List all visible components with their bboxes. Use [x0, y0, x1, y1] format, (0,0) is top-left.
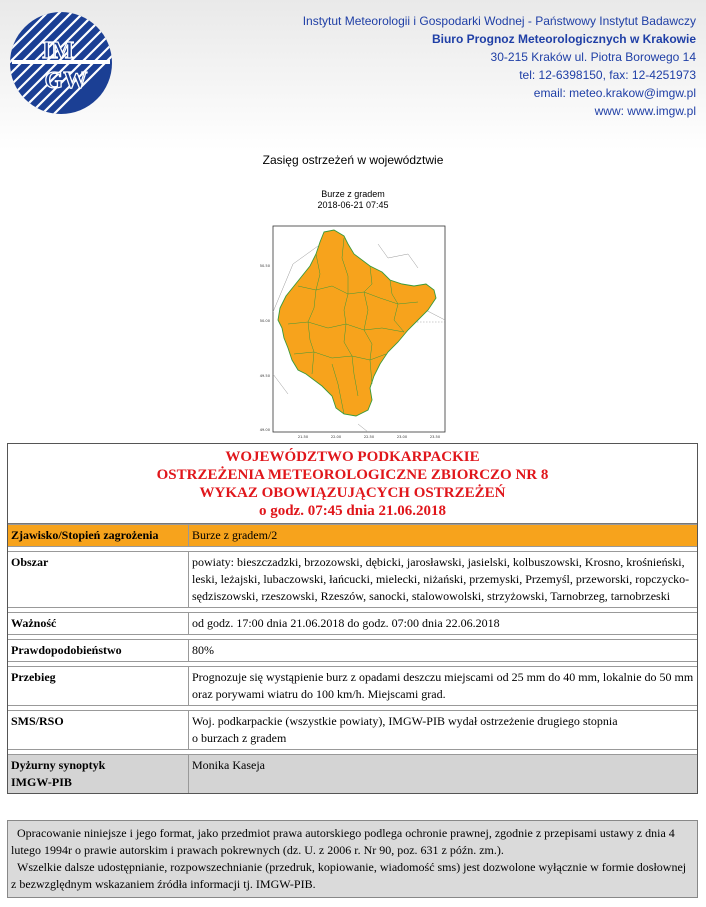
- lon-tick-label: 21.50: [297, 435, 309, 439]
- row-duty: [8, 754, 697, 793]
- row-value: Prognozuje się wystąpienie burz z opadami deszczu miejscami od 25 mm do 40 mm, lokalnie do 50 mm oraz porywami wiatru do 100 km/h. Miejscami grad.: [192, 670, 694, 701]
- map-heading: Zasięg ostrzeżeń w województwie: [262, 153, 444, 167]
- row-validity: [8, 612, 697, 634]
- map-phenomenon: Burze z gradem: [321, 189, 385, 199]
- institute-email[interactable]: email: meteo.krakow@imgw.pl: [533, 86, 696, 100]
- footer-text: Wszelkie dalsze udostępnianie, rozpowszechnianie (przedruk, kopiowanie, wiadomość sms) jest dozwolone wyłącznie w formie dosłownej z bezwzględnym wskazaniem źródła informacji tj. IMGW-PIB.: [11, 860, 687, 891]
- lat-tick-label: 50.00: [259, 319, 270, 323]
- lon-tick-label: 22.50: [363, 435, 375, 439]
- row-area: [8, 551, 697, 607]
- row-label: Obszar: [8, 552, 189, 607]
- footer-paragraph: [11, 825, 694, 859]
- sms-line: Woj. podkarpackie (wszystkie powiaty), IMGW-PIB wydał ostrzeżenie drugiego stopnia: [192, 714, 618, 728]
- warning-title: [8, 444, 697, 524]
- warning-title-line: WYKAZ OBOWIĄZUJĄCYCH OSTRZEŻEŃ: [199, 485, 506, 501]
- row-label: Zjawisko/Stopień zagrożenia: [8, 525, 189, 546]
- row-label: Przebieg: [8, 667, 189, 705]
- row-value: 80%: [192, 643, 214, 657]
- imgw-logo: [8, 10, 114, 116]
- lon-tick-label: 23.00: [396, 435, 408, 439]
- row-value: [189, 711, 697, 749]
- row-value: od godz. 17:00 dnia 21.06.2018 do godz. 07:00 dnia 22.06.2018: [192, 616, 500, 630]
- row-course: [8, 666, 697, 705]
- institute-www[interactable]: www: www.imgw.pl: [594, 104, 696, 118]
- row-phenomenon: [8, 524, 697, 546]
- lon-ticks: [298, 435, 441, 439]
- lat-tick-label: 50.50: [259, 264, 270, 268]
- warning-title-line: WOJEWÓDZTWO PODKARPACKIE: [225, 449, 480, 465]
- duty-label-line: Dyżurny synoptyk: [11, 758, 106, 772]
- sms-line: o burzach z gradem: [192, 731, 287, 745]
- row-value: powiaty: bieszczadzki, brzozowski, dębicki, jarosławski, jasielski, kolbuszowski, Krosno, krośnieński, leski, leżajski, lubaczowski, łańcucki, mielecki, niżański, przemyski, Przemyśl, przeworski, ropczycko-sędziszowski, rzeszowski, Rzeszów, sanocki, stalowowolski, strzyżowski, Tarnobrzeg, tarnobrzeski: [192, 555, 690, 603]
- lat-tick-label: 49.00: [259, 428, 270, 432]
- warning-title-line: OSTRZEŻENIA METEOROLOGICZNE ZBIORCZO NR 8: [156, 467, 549, 483]
- institute-name: Instytut Meteorologii i Gospodarki Wodnej - Państwowy Instytut Badawczy: [302, 14, 696, 28]
- footer-text: Opracowanie niniejsze i jego format, jako przedmiot prawa autorskiego podlega ochronie prawnej, zgodnie z przepisami ustawy z dnia 4 lutego 1994r o prawie autorskim i prawach pokrewnych (dz. U. z 2006 r. Nr 90, poz. 631 z późn. zm.).: [11, 826, 675, 857]
- lat-ticks: [260, 264, 271, 432]
- warning-map: [258, 224, 448, 442]
- map-caption: [0, 189, 706, 211]
- institute-info: [176, 12, 696, 120]
- bureau-name: Biuro Prognoz Meteorologicznych w Krakowie: [431, 32, 696, 46]
- warning-table: [7, 443, 698, 794]
- logo-text-top: IM: [42, 38, 74, 64]
- logo-text-bottom: GW: [44, 68, 88, 94]
- lon-tick-label: 23.50: [429, 435, 441, 439]
- row-sms: [8, 710, 697, 749]
- row-label: Prawdopodobieństwo: [8, 640, 189, 661]
- row-label: SMS/RSO: [8, 711, 189, 749]
- duty-label-line: IMGW-PIB: [11, 775, 72, 789]
- row-value: Monika Kaseja: [189, 755, 697, 793]
- lon-tick-label: 22.00: [330, 435, 342, 439]
- institute-address: 30-215 Kraków ul. Piotra Borowego 14: [490, 50, 696, 64]
- copyright-footer: [7, 820, 698, 898]
- row-label: [8, 755, 189, 793]
- row-probability: [8, 639, 697, 661]
- row-label: Ważność: [8, 613, 189, 634]
- lat-tick-label: 49.50: [259, 374, 270, 378]
- footer-paragraph: [11, 859, 694, 893]
- row-value: Burze z gradem/2: [189, 525, 697, 546]
- map-datetime: 2018-06-21 07:45: [317, 200, 389, 210]
- institute-phone: tel: 12-6398150, fax: 12-4251973: [519, 68, 696, 82]
- warning-title-line: o godz. 07:45 dnia 21.06.2018: [258, 503, 447, 519]
